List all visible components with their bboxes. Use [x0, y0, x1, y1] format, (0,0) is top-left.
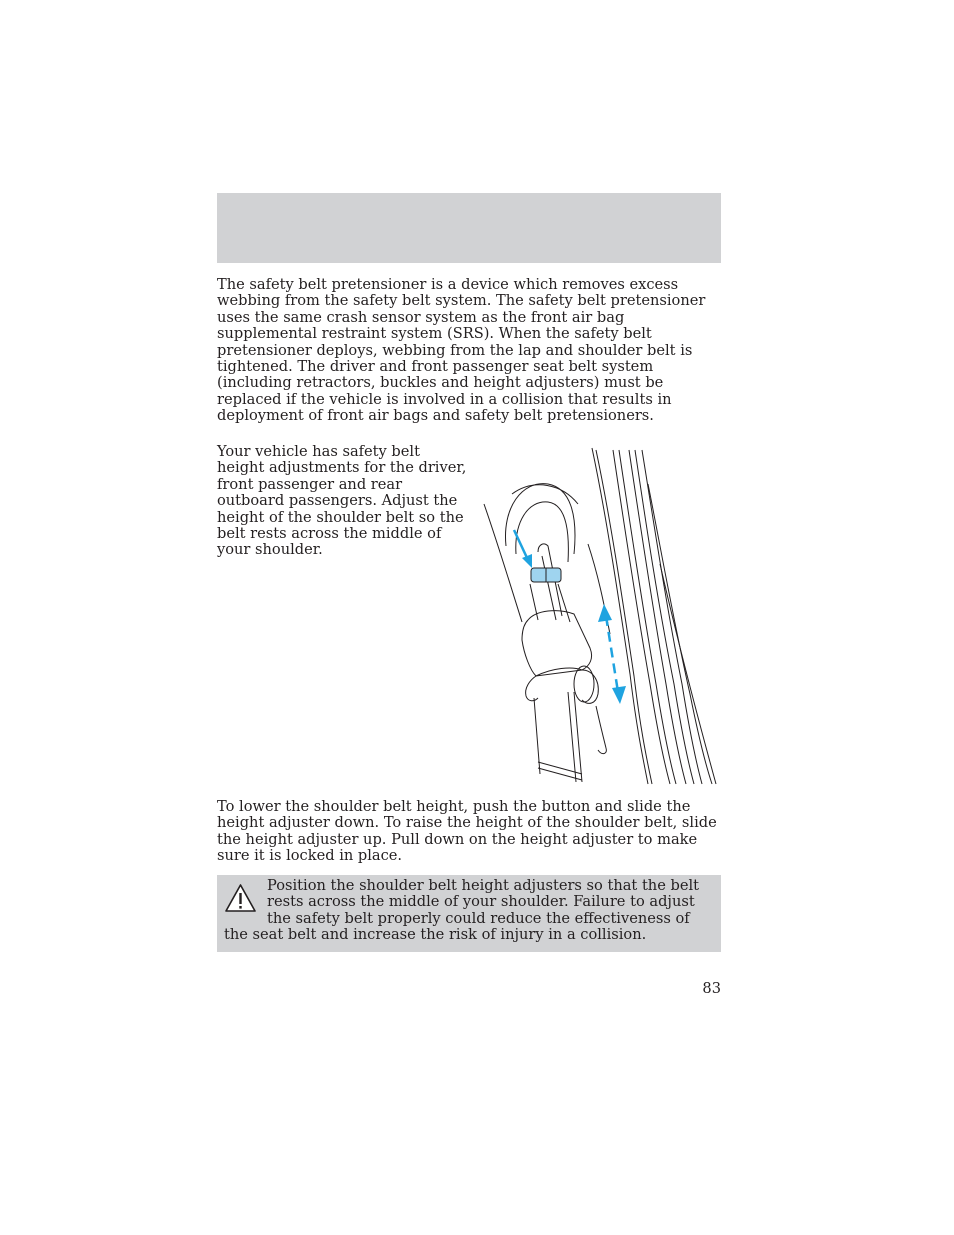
- pretensioner-paragraph: The safety belt pretensioner is a device which removes excess webbing from the safety belt system. The safety belt pretensioner uses the same crash sensor system as the front air bag supplemental restraint system (SRS). When the safety belt pretensioner deploys, webbing from the lap and shoulder belt is tightened. The driver and front passenger seat belt system (including retractors, buckles and height adjusters) must be replaced if the vehicle is involved in a collision that results in deployment of front air bags and safety belt pretensioners.: [217, 276, 706, 425]
- seat-belt-height-adjuster-illustration: [478, 444, 723, 789]
- lower-raise-paragraph: To lower the shoulder belt height, push the button and slide the height adjuster down. To raise the height of the shoulder belt, slide the height adjuster up. Pull down on the height adjuster to make sure it is locked in place.: [217, 798, 717, 865]
- warning-triangle-icon: [224, 883, 257, 917]
- page-number: 83: [702, 980, 721, 997]
- warning-box: [217, 875, 721, 952]
- warning-text: Position the shoulder belt height adjusters so that the belt rests across the middle of your shoulder. Failure to adjust the safety belt properly could reduce the effectiveness of the seat belt and increase the risk of injury in a collision.: [224, 877, 699, 944]
- height-adjust-paragraph: Your vehicle has safety belt height adjustments for the driver, front passenger and rear outboard passengers. Adjust the height of the shoulder belt so the belt rests across the middle of your shoulder.: [217, 443, 467, 559]
- section-header-band: [217, 193, 721, 263]
